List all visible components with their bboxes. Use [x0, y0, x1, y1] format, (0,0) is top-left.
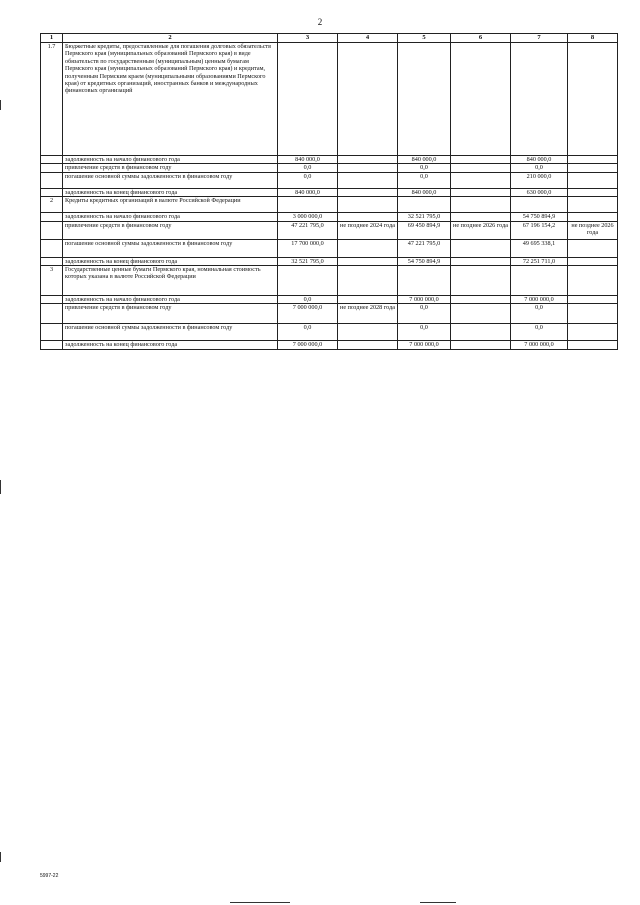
deadline-cell [338, 213, 398, 221]
row-number-cell [41, 221, 63, 239]
amount-cell: 17 700 000,0 [278, 239, 338, 257]
deadline-cell [338, 239, 398, 257]
deadline-cell [568, 304, 618, 324]
column-header: 3 [278, 34, 338, 43]
deadline-cell [451, 156, 511, 164]
indicator-label-cell: задолженность на начало финансового года [63, 213, 278, 221]
row-number-cell [41, 341, 63, 349]
table-row [41, 341, 618, 349]
amount-cell [398, 266, 451, 296]
indicator-label-cell: задолженность на конец финансового года [63, 341, 278, 349]
table-row [41, 213, 618, 221]
amount-cell [511, 266, 568, 296]
row-number-cell [41, 239, 63, 257]
table-row [41, 197, 618, 213]
row-number-cell [41, 172, 63, 188]
table-row [41, 304, 618, 324]
scan-edge-mark [230, 902, 290, 903]
deadline-cell [338, 341, 398, 349]
row-number-cell [41, 213, 63, 221]
row-number-cell [41, 324, 63, 341]
indicator-label-cell: привлечение средств в финансовом году [63, 221, 278, 239]
amount-cell [398, 43, 451, 156]
table-row [41, 188, 618, 196]
amount-cell: 0,0 [398, 164, 451, 172]
deadline-cell [451, 164, 511, 172]
deadline-cell: не позднее 2028 года [338, 304, 398, 324]
amount-cell: 7 000 000,0 [398, 296, 451, 304]
row-number-cell: 2 [41, 197, 63, 213]
column-header: 2 [63, 34, 278, 43]
amount-cell: 7 000 000,0 [278, 341, 338, 349]
column-header: 4 [338, 34, 398, 43]
deadline-cell [338, 296, 398, 304]
table-row [41, 156, 618, 164]
table-row [41, 296, 618, 304]
table-row [41, 172, 618, 188]
deadline-cell: не позднее 2026 года [568, 221, 618, 239]
deadline-cell [338, 172, 398, 188]
amount-cell: 72 251 711,0 [511, 257, 568, 265]
table-row [41, 266, 618, 296]
deadline-cell: не позднее 2026 года [451, 221, 511, 239]
deadline-cell [451, 43, 511, 156]
amount-cell: 0,0 [511, 324, 568, 341]
deadline-cell: не позднее 2024 года [338, 221, 398, 239]
amount-cell: 0,0 [511, 164, 568, 172]
row-number-cell [41, 296, 63, 304]
amount-cell: 32 521 795,0 [398, 213, 451, 221]
document-code: 5997-22 [40, 873, 59, 879]
deadline-cell [568, 197, 618, 213]
amount-cell [511, 197, 568, 213]
amount-cell [278, 43, 338, 156]
amount-cell: 0,0 [511, 304, 568, 324]
deadline-cell [338, 43, 398, 156]
table-row [41, 257, 618, 265]
row-number-cell [41, 156, 63, 164]
deadline-cell [568, 257, 618, 265]
amount-cell: 0,0 [278, 172, 338, 188]
deadline-cell [451, 172, 511, 188]
amount-cell [278, 197, 338, 213]
row-number-cell [41, 304, 63, 324]
indicator-label-cell: привлечение средств в финансовом году [63, 164, 278, 172]
indicator-label-cell: погашение основной суммы задолженности в финансовом году [63, 239, 278, 257]
amount-cell: 840 000,0 [398, 156, 451, 164]
section-title-cell: Государственные ценные бумаги Пермского края, номинальная стоимость которых указана в валюте Российской Федерации [63, 266, 278, 296]
scan-edge-mark [420, 902, 456, 903]
deadline-cell [568, 172, 618, 188]
deadline-cell [338, 266, 398, 296]
amount-cell [278, 266, 338, 296]
deadline-cell [568, 156, 618, 164]
column-header: 5 [398, 34, 451, 43]
amount-cell: 840 000,0 [278, 156, 338, 164]
deadline-cell [451, 188, 511, 196]
indicator-label-cell: погашение основной суммы задолженности в финансовом году [63, 324, 278, 341]
amount-cell: 0,0 [278, 164, 338, 172]
table-row [41, 239, 618, 257]
indicator-label-cell: задолженность на конец финансового года [63, 257, 278, 265]
deadline-cell [338, 257, 398, 265]
amount-cell: 0,0 [278, 324, 338, 341]
deadline-cell [451, 324, 511, 341]
deadline-cell [451, 239, 511, 257]
deadline-cell [568, 341, 618, 349]
indicator-label-cell: привлечение средств в финансовом году [63, 304, 278, 324]
amount-cell: 0,0 [278, 296, 338, 304]
debt-table [40, 33, 618, 350]
indicator-label-cell: задолженность на начало финансового года [63, 156, 278, 164]
deadline-cell [338, 156, 398, 164]
amount-cell: 47 221 795,0 [398, 239, 451, 257]
deadline-cell [338, 188, 398, 196]
amount-cell: 49 695 338,1 [511, 239, 568, 257]
amount-cell: 54 750 894,9 [511, 213, 568, 221]
deadline-cell [451, 213, 511, 221]
deadline-cell [568, 324, 618, 341]
row-number-cell: 1.7 [41, 43, 63, 156]
amount-cell: 32 521 795,0 [278, 257, 338, 265]
deadline-cell [338, 164, 398, 172]
deadline-cell [568, 296, 618, 304]
table-row [41, 164, 618, 172]
amount-cell [398, 197, 451, 213]
section-title-cell: Кредиты кредитных организаций в валюте Российской Федерации [63, 197, 278, 213]
row-number-cell [41, 188, 63, 196]
amount-cell [511, 43, 568, 156]
deadline-cell [451, 257, 511, 265]
column-header: 7 [511, 34, 568, 43]
scan-edge-mark [0, 480, 1, 494]
amount-cell: 840 000,0 [511, 156, 568, 164]
amount-cell: 0,0 [398, 172, 451, 188]
deadline-cell [451, 304, 511, 324]
deadline-cell [568, 213, 618, 221]
deadline-cell [568, 164, 618, 172]
amount-cell: 54 750 894,9 [398, 257, 451, 265]
amount-cell: 3 000 000,0 [278, 213, 338, 221]
section-title-cell: Бюджетные кредиты, предоставленные для погашения долговых обязательств Пермского края (муниципальных образований Пермского края) в виде обязательств по государственным (муниципальным) ценным бумагам Пермского края (муниципальных образований Пермского края) и кредитам, полученным Пермским краем (муниципальными образованиями Пермского края) от кредитных организаций, иностранных банков и международных финансовых организаций [63, 43, 278, 156]
deadline-cell [568, 239, 618, 257]
deadline-cell [451, 266, 511, 296]
deadline-cell [568, 43, 618, 156]
amount-cell: 0,0 [398, 324, 451, 341]
indicator-label-cell: задолженность на начало финансового года [63, 296, 278, 304]
indicator-label-cell: погашение основной суммы задолженности в финансовом году [63, 172, 278, 188]
table-row [41, 324, 618, 341]
page-number: 2 [317, 17, 323, 27]
deadline-cell [451, 341, 511, 349]
amount-cell: 630 000,0 [511, 188, 568, 196]
deadline-cell [568, 188, 618, 196]
scan-edge-mark [0, 100, 1, 110]
row-number-cell: 3 [41, 266, 63, 296]
amount-cell: 840 000,0 [278, 188, 338, 196]
deadline-cell [338, 197, 398, 213]
indicator-label-cell: задолженность на конец финансового года [63, 188, 278, 196]
column-header: 6 [451, 34, 511, 43]
table-row [41, 43, 618, 156]
amount-cell: 210 000,0 [511, 172, 568, 188]
amount-cell: 7 000 000,0 [278, 304, 338, 324]
deadline-cell [451, 296, 511, 304]
amount-cell: 67 196 154,2 [511, 221, 568, 239]
amount-cell: 69 450 894,9 [398, 221, 451, 239]
amount-cell: 7 000 000,0 [511, 296, 568, 304]
table-row [41, 221, 618, 239]
header-row [41, 34, 618, 43]
row-number-cell [41, 164, 63, 172]
column-header: 8 [568, 34, 618, 43]
amount-cell: 7 000 000,0 [398, 341, 451, 349]
amount-cell: 840 000,0 [398, 188, 451, 196]
amount-cell: 0,0 [398, 304, 451, 324]
deadline-cell [451, 197, 511, 213]
deadline-cell [338, 324, 398, 341]
amount-cell: 47 221 795,0 [278, 221, 338, 239]
deadline-cell [568, 266, 618, 296]
column-header: 1 [41, 34, 63, 43]
scan-edge-mark [0, 852, 1, 862]
row-number-cell [41, 257, 63, 265]
amount-cell: 7 000 000,0 [511, 341, 568, 349]
